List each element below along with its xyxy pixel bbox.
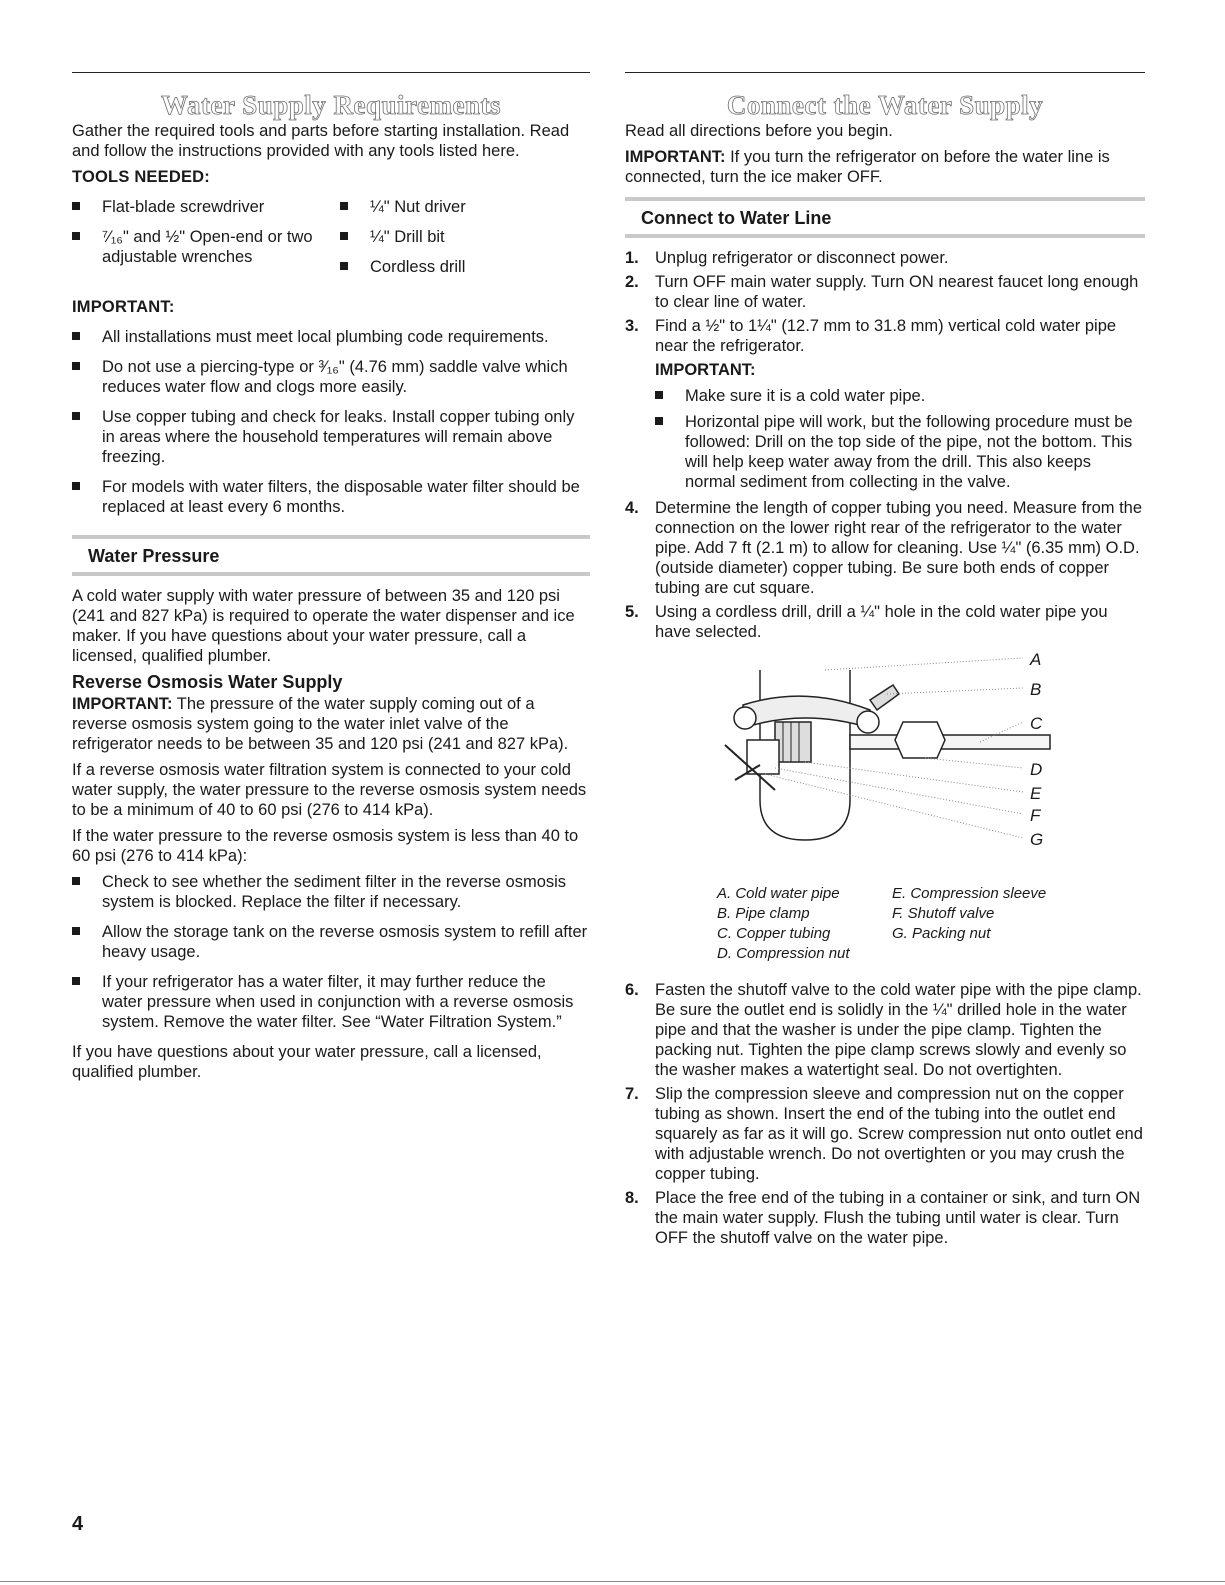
important-heading: IMPORTANT:	[72, 298, 175, 316]
figure-label-g: G	[1030, 830, 1044, 849]
ro-paragraph-3: If the water pressure to the reverse osmosis system is less than 40 to 60 psi (276 to 414 kPa):	[72, 827, 579, 865]
ro-important-label: IMPORTANT:	[72, 695, 173, 713]
list-item: Use copper tubing and check for leaks. Install copper tubing only in areas where the household temperatures will remain above freezing.	[72, 407, 590, 467]
right-important-paragraph	[625, 147, 1145, 187]
legend-item: F. Shutoff valve	[892, 905, 995, 922]
list-item: Check to see whether the sediment filter in the reverse osmosis system is blocked. Replace the filter if necessary.	[72, 872, 590, 912]
step-item	[625, 272, 1145, 312]
list-item: Do not use a piercing-type or ³⁄₁₆" (4.76 mm) saddle valve which reduces water flow and clogs more easily.	[72, 357, 590, 397]
bottom-rule	[0, 1581, 1225, 1582]
shutoff-valve-diagram	[625, 650, 1145, 880]
legend-column-2	[892, 884, 1067, 964]
section-title-water-supply-requirements: Water Supply Requirements	[160, 90, 502, 120]
list-item: Horizontal pipe will work, but the following procedure must be followed: Drill on the top side of the pipe, not the bottom. This will help keep water away from the drill. This also keeps normal sediment from collecting in the valve.	[655, 412, 1145, 492]
step-number: 3.	[625, 317, 639, 335]
step-number: 8.	[625, 1189, 639, 1207]
ro-important-paragraph	[72, 694, 590, 754]
steps-list-continued	[625, 980, 1145, 1248]
legend-item: G. Packing nut	[892, 925, 991, 942]
step-item	[625, 1188, 1145, 1248]
ro-list	[72, 872, 590, 1032]
step-item	[625, 1084, 1145, 1184]
step-item	[625, 980, 1145, 1080]
step-item	[625, 602, 1145, 642]
legend-item: D. Compression nut	[717, 945, 850, 962]
legend-item: E. Compression sleeve	[892, 885, 1047, 902]
list-item: Allow the storage tank on the reverse osmosis system to refill after heavy usage.	[72, 922, 590, 962]
step-number: 2.	[625, 273, 639, 291]
figure-label-a: A	[1030, 650, 1042, 669]
right-important-text: If you turn the refrigerator on before the water line is connected, turn the ice maker OFF.	[625, 148, 1110, 186]
section-title-connect-water-supply: Connect the Water Supply	[726, 90, 1044, 120]
figure-label-b: B	[1030, 680, 1042, 699]
step3-important-list	[655, 386, 1145, 492]
figure-legend	[717, 884, 1145, 964]
figure-label-e: E	[1030, 784, 1042, 803]
intro-paragraph: Gather the required tools and parts before starting installation. Read and follow the instructions provided with any tools listed here.	[72, 122, 570, 160]
tools-column-2	[340, 197, 590, 287]
list-item: Flat-blade screwdriver	[72, 197, 340, 217]
top-rule	[72, 72, 590, 73]
list-item: ⁷⁄₁₆" and ½" Open-end or two adjustable wrenches	[72, 227, 340, 267]
legend-item: C. Copper tubing	[717, 925, 831, 942]
right-intro: Read all directions before you begin.	[625, 122, 893, 140]
top-rule	[625, 72, 1145, 73]
right-important-label: IMPORTANT:	[625, 148, 726, 166]
right-column	[625, 72, 1145, 1252]
figure-label-f: F	[1030, 806, 1041, 825]
step3-important-heading: IMPORTANT:	[655, 361, 756, 379]
step-item	[625, 248, 1145, 268]
list-item: ¼" Drill bit	[340, 227, 590, 247]
water-pressure-heading: Water Pressure	[72, 535, 590, 576]
tools-list	[72, 197, 590, 293]
water-pressure-paragraph: A cold water supply with water pressure of between 35 and 120 psi (241 and 827 kPa) is required to operate the water dispenser and ice maker. If you have questions about your water pressure, call a licensed, qualified plumber.	[72, 587, 575, 665]
reverse-osmosis-heading: Reverse Osmosis Water Supply	[72, 672, 343, 692]
legend-item: A. Cold water pipe	[717, 885, 840, 902]
tools-heading: TOOLS NEEDED:	[72, 168, 210, 186]
step-text: Determine the length of copper tubing you need. Measure from the connection on the lower right rear of the refrigerator to the water pipe. Add 7 ft (2.1 m) to allow for cleaning. Use ¼" (6.35 mm) O.D. (outside diameter) copper tubing. Be sure both ends of copper tubing are cut square.	[655, 499, 1143, 597]
step-text: Fasten the shutoff valve to the cold water pipe with the pipe clamp. Be sure the outlet end is solidly in the ¼" drilled hole in the water pipe and that the washer is under the pipe clamp. Tighten the packing nut. Tighten the pipe clamp screws slowly and evenly so the washer makes a watertight seal. Do not overtighten.	[655, 981, 1142, 1079]
step-number: 4.	[625, 499, 639, 517]
connect-water-line-heading: Connect to Water Line	[625, 197, 1145, 238]
important-list	[72, 327, 590, 517]
step-text: Find a ½" to 1¼" (12.7 mm to 31.8 mm) vertical cold water pipe near the refrigerator.	[655, 317, 1117, 355]
list-item: Cordless drill	[340, 257, 590, 277]
figure-label-d: D	[1030, 760, 1043, 779]
list-item: ¼" Nut driver	[340, 197, 590, 217]
valve-illustration	[625, 650, 1145, 880]
ro-paragraph-2: If a reverse osmosis water filtration system is connected to your cold water supply, the water pressure to the reverse osmosis system needs to be a minimum of 40 to 60 psi (276 to 414 kPa).	[72, 761, 587, 819]
ro-important-text: The pressure of the water supply coming out of a reverse osmosis system going to the water inlet valve of the refrigerator needs to be between 35 and 120 psi (241 and 827 kPa).	[72, 695, 569, 753]
list-item: If your refrigerator has a water filter, it may further reduce the water pressure when used in conjunction with a reverse osmosis system. Remove the water filter. See “Water Filtration System.”	[72, 972, 590, 1032]
step-text: Turn OFF main water supply. Turn ON nearest faucet long enough to clear line of water.	[655, 273, 1139, 311]
legend-item: B. Pipe clamp	[717, 905, 810, 922]
page-number: 4	[72, 1513, 84, 1535]
step-number: 1.	[625, 249, 639, 267]
step-text: Unplug refrigerator or disconnect power.	[655, 249, 949, 267]
list-item: For models with water filters, the disposable water filter should be replaced at least every 6 months.	[72, 477, 590, 517]
step-number: 7.	[625, 1085, 639, 1103]
step-item	[625, 316, 1145, 492]
ro-final-paragraph: If you have questions about your water pressure, call a licensed, qualified plumber.	[72, 1043, 542, 1081]
step-item	[625, 498, 1145, 598]
step-text: Using a cordless drill, drill a ¼" hole in the cold water pipe you have selected.	[655, 603, 1108, 641]
steps-list	[625, 248, 1145, 642]
figure-label-c: C	[1030, 714, 1043, 733]
step-text: Place the free end of the tubing in a container or sink, and turn ON the main water supply. Flush the tubing until water is clear. Turn OFF the shutoff valve on the water pipe.	[655, 1189, 1141, 1247]
legend-column-1	[717, 884, 892, 964]
list-item: All installations must meet local plumbing code requirements.	[72, 327, 590, 347]
tools-column-1	[72, 197, 340, 287]
step-number: 6.	[625, 981, 639, 999]
list-item: Make sure it is a cold water pipe.	[655, 386, 1145, 406]
step-number: 5.	[625, 603, 639, 621]
left-column	[72, 72, 590, 1088]
step-text: Slip the compression sleeve and compression nut on the copper tubing as shown. Insert the end of the tubing into the outlet end squarely as far as it will go. Screw compression nut onto outlet end with adjustable wrench. Do not overtighten or you may crush the copper tubing.	[655, 1085, 1143, 1183]
